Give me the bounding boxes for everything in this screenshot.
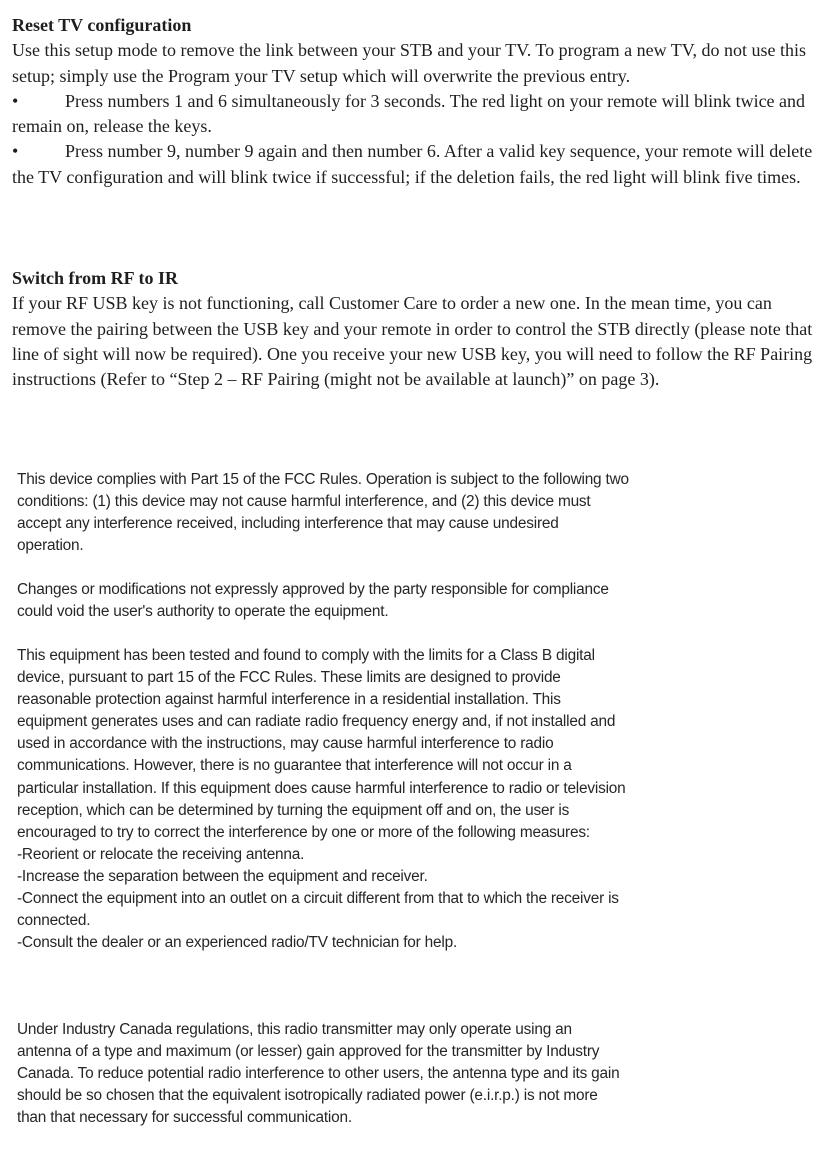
fcc-measure-item: -Increase the separation between the equipment and receiver.: [17, 867, 428, 885]
fcc-compliance-text: This device complies with Part 15 of the FCC Rules. Operation is subject to the following two conditions: (1) this device may not cause harmful interference, and (2) this device must accept any interference received, including interference that may cause undesired operation.: [17, 471, 629, 555]
reset-tv-bullet-2: [12, 139, 824, 190]
industry-canada-text: Under Industry Canada regulations, this radio transmitter may only operate using an antenna of a type and maximum (or lesser) gain approved for the transmitter by Industry Canada. To reduce potential radio interference to other users, the antenna type and its gain should be so chosen that the equivalent isotropically radiated power (e.i.r.p.) is not more than that necessary for successful communication.: [17, 1021, 620, 1127]
reset-tv-section: [12, 13, 824, 190]
fcc-modifications-paragraph: [17, 579, 629, 623]
switch-rf-ir-heading: Switch from RF to IR: [12, 268, 178, 288]
fcc-measure-item: -Connect the equipment into an outlet on a circuit different from that to which the receiver is connected.: [17, 890, 619, 930]
fcc-class-b-paragraph: [17, 645, 629, 954]
reset-tv-intro: Use this setup mode to remove the link between your STB and your TV. To program a new TV, do not use this setup; simply use the Program your TV setup which will overwrite the previous entry.: [12, 40, 806, 86]
fcc-measure-item: -Consult the dealer or an experienced radio/TV technician for help.: [17, 934, 458, 952]
bullet-mark: •: [12, 90, 19, 111]
bullet-mark: •: [12, 141, 19, 162]
reset-tv-bullet-1: [12, 89, 824, 140]
reset-tv-bullet-text: Press numbers 1 and 6 simultaneously for 3 seconds. The red light on your remote will blink twice and remain on, release the keys.: [12, 90, 806, 137]
reset-tv-heading: Reset TV configuration: [12, 15, 192, 35]
fcc-measure-item: -Reorient or relocate the receiving antenna.: [17, 845, 305, 863]
fcc-class-b-text: This equipment has been tested and found to comply with the limits for a Class B digital device, pursuant to part 15 of the FCC Rules. These limits are designed to provide reasonable protection against harmful interference in a residential installation. This equipment generates uses and can radiate radio frequency energy and, if not installed and used in accordance with the instructions, may cause harmful interference to radio communications. However, there is no guarantee that interference will not occur in a particular installation. If this equipment does cause harmful interference to radio or television reception, which can be determined by turning the equipment off and on, the user is encouraged to try to correct the interference by one or more of the following measures:: [17, 647, 626, 841]
industry-canada-paragraph: [17, 1019, 629, 1129]
fcc-modifications-text: Changes or modifications not expressly approved by the party responsible for compliance could void the user's authority to operate the equipment.: [17, 581, 609, 621]
switch-rf-ir-section: [12, 266, 824, 392]
reset-tv-bullet-text: Press number 9, number 9 again and then number 6. After a valid key sequence, your remote will delete the TV configuration and will blink twice if successful; if the deletion fails, the red light will blink five times.: [12, 141, 813, 187]
fcc-compliance-paragraph: [17, 469, 629, 557]
switch-rf-ir-body: If your RF USB key is not functioning, call Customer Care to order a new one. In the mean time, you can remove the pairing between the USB key and your remote in order to control the STB directly (please note that line of sight will now be required). One you receive your new USB key, you will need to follow the RF Pairing instructions (Refer to “Step 2 – RF Pairing (might not be available at launch)” on page 3).: [12, 293, 813, 390]
